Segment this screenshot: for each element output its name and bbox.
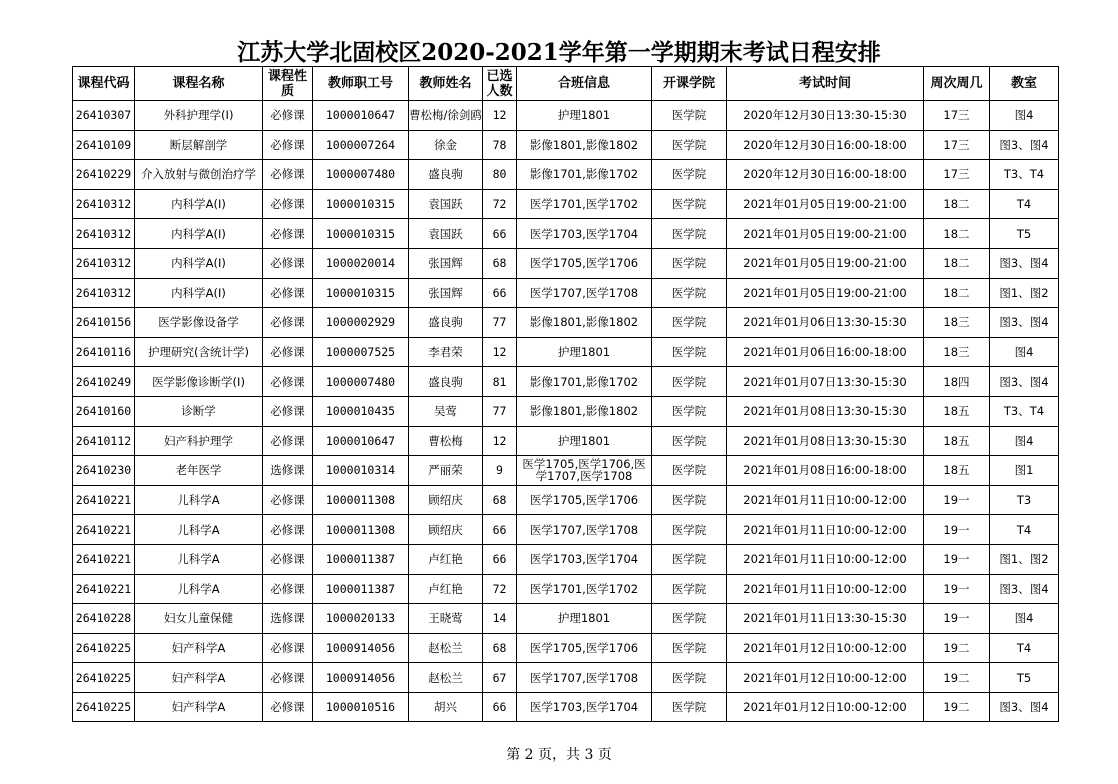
classroom-cell: 图4 [990, 101, 1059, 131]
classroom-cell: 图1 [990, 456, 1059, 486]
week-day-cell: 18三 [924, 337, 990, 367]
classroom-cell: 图4 [990, 604, 1059, 634]
teacher-id-cell: 1000010435 [313, 396, 409, 426]
teacher-name-cell: 赵松兰 [409, 663, 483, 693]
teacher-id-cell: 1000007264 [313, 130, 409, 160]
table-row [73, 396, 1059, 426]
teacher-name-cell: 李君荣 [409, 337, 483, 367]
course-name-cell: 医学影像设备学 [135, 308, 263, 338]
table-row [73, 219, 1059, 249]
header-teacher-name: 教师姓名 [409, 67, 483, 101]
course-code-cell: 26410230 [73, 456, 135, 486]
college-cell: 医学院 [652, 663, 727, 693]
course-code-cell: 26410156 [73, 308, 135, 338]
classroom-cell: T5 [990, 219, 1059, 249]
table-row [73, 130, 1059, 160]
exam-time-cell: 2021年01月11日10:00-12:00 [727, 485, 924, 515]
class-group-cell: 护理1801 [517, 101, 652, 131]
course-type-cell: 必修课 [263, 692, 313, 722]
table-row [73, 604, 1059, 634]
course-type-cell: 必修课 [263, 278, 313, 308]
teacher-name-cell: 王晓莺 [409, 604, 483, 634]
course-name-cell: 内科学A(I) [135, 248, 263, 278]
course-code-cell: 26410221 [73, 574, 135, 604]
teacher-id-cell: 1000011308 [313, 515, 409, 545]
class-group-cell: 护理1801 [517, 604, 652, 634]
course-code-cell: 26410112 [73, 426, 135, 456]
teacher-id-cell: 1000002929 [313, 308, 409, 338]
exam-time-cell: 2021年01月08日13:30-15:30 [727, 426, 924, 456]
course-code-cell: 26410221 [73, 544, 135, 574]
enrolled-count-cell: 12 [483, 426, 517, 456]
classroom-cell: 图3、图4 [990, 248, 1059, 278]
enrolled-count-cell: 72 [483, 574, 517, 604]
college-cell: 医学院 [652, 456, 727, 486]
enrolled-count-cell: 77 [483, 396, 517, 426]
header-course-type: 课程性质 [263, 67, 313, 101]
exam-time-cell: 2021年01月11日13:30-15:30 [727, 604, 924, 634]
course-type-cell: 必修课 [263, 396, 313, 426]
teacher-id-cell: 1000011308 [313, 485, 409, 515]
table-row [73, 337, 1059, 367]
table-row [73, 692, 1059, 722]
class-group-cell: 医学1705,医学1706,医学1707,医学1708 [517, 456, 652, 486]
teacher-name-cell: 袁国跃 [409, 219, 483, 249]
class-group-cell: 护理1801 [517, 337, 652, 367]
enrolled-count-cell: 14 [483, 604, 517, 634]
class-group-cell: 医学1705,医学1706 [517, 485, 652, 515]
week-day-cell: 19一 [924, 574, 990, 604]
table-row [73, 485, 1059, 515]
college-cell: 医学院 [652, 485, 727, 515]
college-cell: 医学院 [652, 219, 727, 249]
table-row [73, 426, 1059, 456]
course-type-cell: 必修课 [263, 160, 313, 190]
week-day-cell: 17三 [924, 130, 990, 160]
course-type-cell: 必修课 [263, 248, 313, 278]
course-type-cell: 必修课 [263, 663, 313, 693]
teacher-name-cell: 曹松梅/徐剑鸥 [409, 101, 483, 131]
course-name-cell: 内科学A(I) [135, 219, 263, 249]
table-row [73, 101, 1059, 131]
table-row [73, 515, 1059, 545]
class-group-cell: 医学1707,医学1708 [517, 515, 652, 545]
college-cell: 医学院 [652, 574, 727, 604]
page-title: 江苏大学北固校区2020-2021学年第一学期期末考试日程安排 [237, 39, 881, 66]
header-week-day: 周次周几 [924, 67, 990, 101]
enrolled-count-cell: 66 [483, 219, 517, 249]
class-group-cell: 医学1701,医学1702 [517, 189, 652, 219]
course-code-cell: 26410221 [73, 515, 135, 545]
teacher-id-cell: 1000914056 [313, 663, 409, 693]
exam-time-cell: 2020年12月30日13:30-15:30 [727, 101, 924, 131]
table-row [73, 278, 1059, 308]
course-code-cell: 26410109 [73, 130, 135, 160]
course-name-cell: 外科护理学(I) [135, 101, 263, 131]
classroom-cell: T4 [990, 189, 1059, 219]
exam-time-cell: 2021年01月08日13:30-15:30 [727, 396, 924, 426]
course-name-cell: 医学影像诊断学(I) [135, 367, 263, 397]
teacher-name-cell: 吴莺 [409, 396, 483, 426]
course-type-cell: 选修课 [263, 456, 313, 486]
college-cell: 医学院 [652, 248, 727, 278]
class-group-cell: 影像1801,影像1802 [517, 130, 652, 160]
classroom-cell: T4 [990, 515, 1059, 545]
course-code-cell: 26410307 [73, 101, 135, 131]
class-group-cell: 影像1701,影像1702 [517, 160, 652, 190]
class-group-cell: 护理1801 [517, 426, 652, 456]
course-name-cell: 内科学A(I) [135, 189, 263, 219]
course-code-cell: 26410312 [73, 278, 135, 308]
course-type-cell: 必修课 [263, 308, 313, 338]
course-type-cell: 必修课 [263, 219, 313, 249]
college-cell: 医学院 [652, 101, 727, 131]
class-group-cell: 医学1703,医学1704 [517, 544, 652, 574]
header-college: 开课学院 [652, 67, 727, 101]
teacher-name-cell: 盛良驹 [409, 160, 483, 190]
teacher-id-cell: 1000007480 [313, 367, 409, 397]
course-code-cell: 26410221 [73, 485, 135, 515]
header-course-name: 课程名称 [135, 67, 263, 101]
college-cell: 医学院 [652, 189, 727, 219]
college-cell: 医学院 [652, 160, 727, 190]
teacher-id-cell: 1000020133 [313, 604, 409, 634]
course-name-cell: 老年医学 [135, 456, 263, 486]
college-cell: 医学院 [652, 396, 727, 426]
teacher-name-cell: 顾绍庆 [409, 515, 483, 545]
course-code-cell: 26410249 [73, 367, 135, 397]
teacher-name-cell: 盛良驹 [409, 367, 483, 397]
exam-schedule-table [72, 66, 1059, 722]
week-day-cell: 19一 [924, 485, 990, 515]
course-code-cell: 26410312 [73, 248, 135, 278]
class-group-cell: 医学1707,医学1708 [517, 278, 652, 308]
classroom-cell: 图3、图4 [990, 367, 1059, 397]
week-day-cell: 19二 [924, 692, 990, 722]
exam-time-cell: 2021年01月11日10:00-12:00 [727, 544, 924, 574]
course-name-cell: 妇产科学A [135, 633, 263, 663]
classroom-cell: T5 [990, 663, 1059, 693]
course-code-cell: 26410225 [73, 692, 135, 722]
exam-time-cell: 2021年01月12日10:00-12:00 [727, 633, 924, 663]
table-row [73, 544, 1059, 574]
exam-time-cell: 2021年01月08日16:00-18:00 [727, 456, 924, 486]
classroom-cell: 图3、图4 [990, 308, 1059, 338]
teacher-name-cell: 卢红艳 [409, 574, 483, 604]
classroom-cell: 图3、图4 [990, 574, 1059, 604]
exam-time-cell: 2021年01月05日19:00-21:00 [727, 278, 924, 308]
week-day-cell: 19二 [924, 633, 990, 663]
teacher-name-cell: 张国辉 [409, 278, 483, 308]
teacher-name-cell: 赵松兰 [409, 633, 483, 663]
teacher-id-cell: 1000010314 [313, 456, 409, 486]
course-type-cell: 必修课 [263, 337, 313, 367]
exam-time-cell: 2021年01月05日19:00-21:00 [727, 189, 924, 219]
teacher-id-cell: 1000010315 [313, 278, 409, 308]
course-type-cell: 必修课 [263, 485, 313, 515]
enrolled-count-cell: 66 [483, 692, 517, 722]
course-code-cell: 26410160 [73, 396, 135, 426]
college-cell: 医学院 [652, 367, 727, 397]
course-name-cell: 妇女儿童保健 [135, 604, 263, 634]
enrolled-count-cell: 66 [483, 515, 517, 545]
teacher-name-cell: 胡兴 [409, 692, 483, 722]
teacher-id-cell: 1000010315 [313, 219, 409, 249]
course-type-cell: 必修课 [263, 633, 313, 663]
teacher-name-cell: 袁国跃 [409, 189, 483, 219]
exam-time-cell: 2020年12月30日16:00-18:00 [727, 160, 924, 190]
class-group-cell: 医学1703,医学1704 [517, 219, 652, 249]
course-type-cell: 必修课 [263, 574, 313, 604]
class-group-cell: 影像1801,影像1802 [517, 308, 652, 338]
exam-time-cell: 2020年12月30日16:00-18:00 [727, 130, 924, 160]
exam-time-cell: 2021年01月06日13:30-15:30 [727, 308, 924, 338]
class-group-cell: 影像1801,影像1802 [517, 396, 652, 426]
week-day-cell: 18二 [924, 219, 990, 249]
table-row [73, 308, 1059, 338]
course-code-cell: 26410312 [73, 219, 135, 249]
class-group-cell: 医学1707,医学1708 [517, 663, 652, 693]
course-type-cell: 必修课 [263, 426, 313, 456]
teacher-name-cell: 徐金 [409, 130, 483, 160]
week-day-cell: 18五 [924, 396, 990, 426]
table-row [73, 189, 1059, 219]
class-group-cell: 医学1701,医学1702 [517, 574, 652, 604]
course-name-cell: 儿科学A [135, 544, 263, 574]
course-name-cell: 断层解剖学 [135, 130, 263, 160]
college-cell: 医学院 [652, 633, 727, 663]
course-type-cell: 必修课 [263, 130, 313, 160]
enrolled-count-cell: 66 [483, 544, 517, 574]
week-day-cell: 17三 [924, 160, 990, 190]
course-name-cell: 妇产科护理学 [135, 426, 263, 456]
exam-time-cell: 2021年01月05日19:00-21:00 [727, 248, 924, 278]
enrolled-count-cell: 81 [483, 367, 517, 397]
table-row [73, 663, 1059, 693]
week-day-cell: 17三 [924, 101, 990, 131]
table-header-row [73, 67, 1059, 101]
enrolled-count-cell: 67 [483, 663, 517, 693]
classroom-cell: T4 [990, 633, 1059, 663]
week-day-cell: 18二 [924, 278, 990, 308]
table-row [73, 574, 1059, 604]
header-enrolled-count: 已选人数 [483, 67, 517, 101]
enrolled-count-cell: 9 [483, 456, 517, 486]
teacher-name-cell: 顾绍庆 [409, 485, 483, 515]
college-cell: 医学院 [652, 544, 727, 574]
week-day-cell: 18二 [924, 248, 990, 278]
college-cell: 医学院 [652, 308, 727, 338]
class-group-cell: 医学1703,医学1704 [517, 692, 652, 722]
enrolled-count-cell: 72 [483, 189, 517, 219]
enrolled-count-cell: 12 [483, 337, 517, 367]
header-exam-time: 考试时间 [727, 67, 924, 101]
college-cell: 医学院 [652, 515, 727, 545]
course-name-cell: 介入放射与微创治疗学 [135, 160, 263, 190]
enrolled-count-cell: 12 [483, 101, 517, 131]
table-row [73, 160, 1059, 190]
course-code-cell: 26410228 [73, 604, 135, 634]
exam-time-cell: 2021年01月12日10:00-12:00 [727, 663, 924, 693]
teacher-id-cell: 1000020014 [313, 248, 409, 278]
week-day-cell: 18四 [924, 367, 990, 397]
class-group-cell: 医学1705,医学1706 [517, 633, 652, 663]
exam-time-cell: 2021年01月12日10:00-12:00 [727, 692, 924, 722]
college-cell: 医学院 [652, 130, 727, 160]
header-class-group: 合班信息 [517, 67, 652, 101]
teacher-id-cell: 1000010647 [313, 426, 409, 456]
course-code-cell: 26410225 [73, 633, 135, 663]
classroom-cell: 图4 [990, 337, 1059, 367]
course-type-cell: 必修课 [263, 101, 313, 131]
week-day-cell: 18三 [924, 308, 990, 338]
classroom-cell: T3、T4 [990, 396, 1059, 426]
week-day-cell: 18五 [924, 456, 990, 486]
exam-time-cell: 2021年01月06日16:00-18:00 [727, 337, 924, 367]
exam-time-cell: 2021年01月05日19:00-21:00 [727, 219, 924, 249]
teacher-id-cell: 1000010315 [313, 189, 409, 219]
course-code-cell: 26410312 [73, 189, 135, 219]
course-code-cell: 26410225 [73, 663, 135, 693]
week-day-cell: 19二 [924, 663, 990, 693]
table-row [73, 248, 1059, 278]
class-group-cell: 医学1705,医学1706 [517, 248, 652, 278]
enrolled-count-cell: 68 [483, 633, 517, 663]
teacher-name-cell: 严丽荣 [409, 456, 483, 486]
enrolled-count-cell: 80 [483, 160, 517, 190]
exam-time-cell: 2021年01月11日10:00-12:00 [727, 515, 924, 545]
course-name-cell: 诊断学 [135, 396, 263, 426]
header-teacher-id: 教师职工号 [313, 67, 409, 101]
course-name-cell: 儿科学A [135, 515, 263, 545]
header-classroom: 教室 [990, 67, 1059, 101]
enrolled-count-cell: 68 [483, 248, 517, 278]
teacher-name-cell: 盛良驹 [409, 308, 483, 338]
week-day-cell: 19一 [924, 604, 990, 634]
teacher-id-cell: 1000007480 [313, 160, 409, 190]
course-name-cell: 儿科学A [135, 574, 263, 604]
class-group-cell: 影像1701,影像1702 [517, 367, 652, 397]
table-row [73, 367, 1059, 397]
course-name-cell: 儿科学A [135, 485, 263, 515]
classroom-cell: T3、T4 [990, 160, 1059, 190]
table-row [73, 456, 1059, 486]
header-course-code: 课程代码 [73, 67, 135, 101]
course-name-cell: 内科学A(I) [135, 278, 263, 308]
course-code-cell: 26410116 [73, 337, 135, 367]
classroom-cell: T3 [990, 485, 1059, 515]
page-footer: 第 2 页，共 3 页 [506, 747, 612, 763]
college-cell: 医学院 [652, 426, 727, 456]
college-cell: 医学院 [652, 278, 727, 308]
week-day-cell: 18二 [924, 189, 990, 219]
classroom-cell: 图1、图2 [990, 278, 1059, 308]
college-cell: 医学院 [652, 604, 727, 634]
course-name-cell: 妇产科学A [135, 663, 263, 693]
classroom-cell: 图4 [990, 426, 1059, 456]
college-cell: 医学院 [652, 692, 727, 722]
teacher-id-cell: 1000011387 [313, 574, 409, 604]
course-type-cell: 必修课 [263, 189, 313, 219]
college-cell: 医学院 [652, 337, 727, 367]
teacher-id-cell: 1000914056 [313, 633, 409, 663]
teacher-name-cell: 张国辉 [409, 248, 483, 278]
exam-time-cell: 2021年01月07日13:30-15:30 [727, 367, 924, 397]
course-type-cell: 必修课 [263, 544, 313, 574]
teacher-name-cell: 卢红艳 [409, 544, 483, 574]
classroom-cell: 图3、图4 [990, 692, 1059, 722]
enrolled-count-cell: 68 [483, 485, 517, 515]
course-type-cell: 选修课 [263, 604, 313, 634]
course-type-cell: 必修课 [263, 367, 313, 397]
classroom-cell: 图1、图2 [990, 544, 1059, 574]
teacher-name-cell: 曹松梅 [409, 426, 483, 456]
exam-time-cell: 2021年01月11日10:00-12:00 [727, 574, 924, 604]
course-code-cell: 26410229 [73, 160, 135, 190]
week-day-cell: 19一 [924, 515, 990, 545]
course-type-cell: 必修课 [263, 515, 313, 545]
week-day-cell: 19一 [924, 544, 990, 574]
classroom-cell: 图3、图4 [990, 130, 1059, 160]
teacher-id-cell: 1000010516 [313, 692, 409, 722]
teacher-id-cell: 1000010647 [313, 101, 409, 131]
teacher-id-cell: 1000007525 [313, 337, 409, 367]
table-row [73, 633, 1059, 663]
teacher-id-cell: 1000011387 [313, 544, 409, 574]
enrolled-count-cell: 78 [483, 130, 517, 160]
enrolled-count-cell: 66 [483, 278, 517, 308]
enrolled-count-cell: 77 [483, 308, 517, 338]
course-name-cell: 妇产科学A [135, 692, 263, 722]
week-day-cell: 18五 [924, 426, 990, 456]
course-name-cell: 护理研究(含统计学) [135, 337, 263, 367]
